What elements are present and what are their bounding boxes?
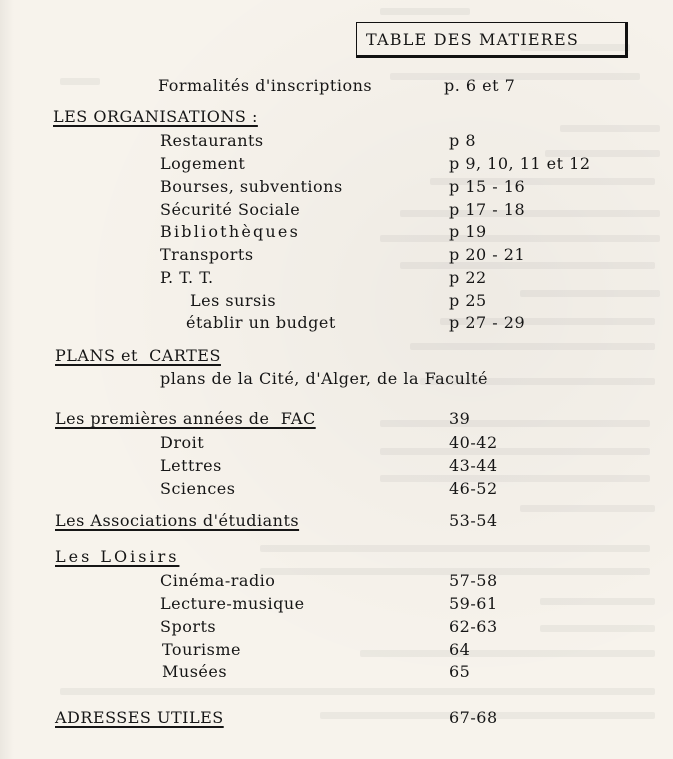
toc-entry-label: Lettres	[160, 456, 222, 475]
toc-entry-page: 59-61	[449, 594, 498, 613]
toc-entry-label: Transports	[160, 245, 254, 264]
toc-entry-page: p 27 - 29	[449, 313, 526, 332]
toc-entry-page: p. 6 et 7	[444, 76, 516, 95]
toc-entry-page: p 17 - 18	[449, 200, 526, 219]
toc-entry-page: p 25	[449, 291, 487, 310]
toc-entry-page: 65	[449, 662, 471, 681]
toc-entry-label: Tourisme	[162, 640, 241, 659]
toc-entry-page: 39	[449, 409, 471, 428]
toc-entry-page: 53-54	[449, 511, 498, 530]
toc-entry-page: p 9, 10, 11 et 12	[449, 154, 591, 173]
toc-entry-label: Lecture-musique	[160, 594, 305, 613]
toc-entry-label: Bibliothèques	[160, 222, 301, 241]
toc-entry-page: 40-42	[449, 433, 498, 452]
toc-entry-page: 67-68	[449, 708, 498, 727]
toc-entry-label: plans de la Cité, d'Alger, de la Faculté	[160, 369, 488, 388]
toc-entry-label: Restaurants	[160, 131, 264, 150]
toc-entry-label: Logement	[160, 154, 246, 173]
section-heading-organisations: LES ORGANISATIONS :	[53, 107, 258, 126]
toc-entry-label: Sports	[160, 617, 217, 636]
toc-entry-label: Bourses, subventions	[160, 177, 343, 196]
toc-entry-label: P. T. T.	[160, 268, 214, 287]
toc-entry-page: 62-63	[449, 617, 498, 636]
section-heading-associations: Les Associations d'étudiants	[55, 511, 300, 530]
toc-entry-page: 64	[449, 640, 471, 659]
toc-entry-page: p 8	[449, 131, 477, 150]
toc-entry-page: p 22	[449, 268, 487, 287]
toc-entry-label: Cinéma-radio	[160, 571, 276, 590]
toc-entry-page: p 19	[449, 222, 487, 241]
section-heading-loisirs: Les LOisirs	[55, 547, 180, 566]
toc-entry-label: établir un budget	[186, 313, 336, 332]
toc-entry-label: Formalités d'inscriptions	[158, 76, 373, 95]
toc-entry-page: 57-58	[449, 571, 498, 590]
toc-entry-label: Sécurité Sociale	[160, 200, 301, 219]
section-heading-fac: Les premières années de FAC	[55, 409, 316, 428]
toc-entry-label: Droit	[160, 433, 205, 452]
toc-entry-page: p 15 - 16	[449, 177, 526, 196]
toc-entry-page: 43-44	[449, 456, 498, 475]
toc-entry-page: 46-52	[449, 479, 498, 498]
toc-entry-label: Sciences	[160, 479, 236, 498]
toc-entry-label: Les sursis	[190, 291, 277, 310]
toc-entry-label: Musées	[162, 662, 228, 681]
section-heading-adresses: ADRESSES UTILES	[55, 708, 224, 727]
page-title: TABLE DES MATIERES	[366, 30, 580, 49]
toc-entry-page: p 20 - 21	[449, 245, 526, 264]
section-heading-plans: PLANS et CARTES	[55, 346, 221, 365]
